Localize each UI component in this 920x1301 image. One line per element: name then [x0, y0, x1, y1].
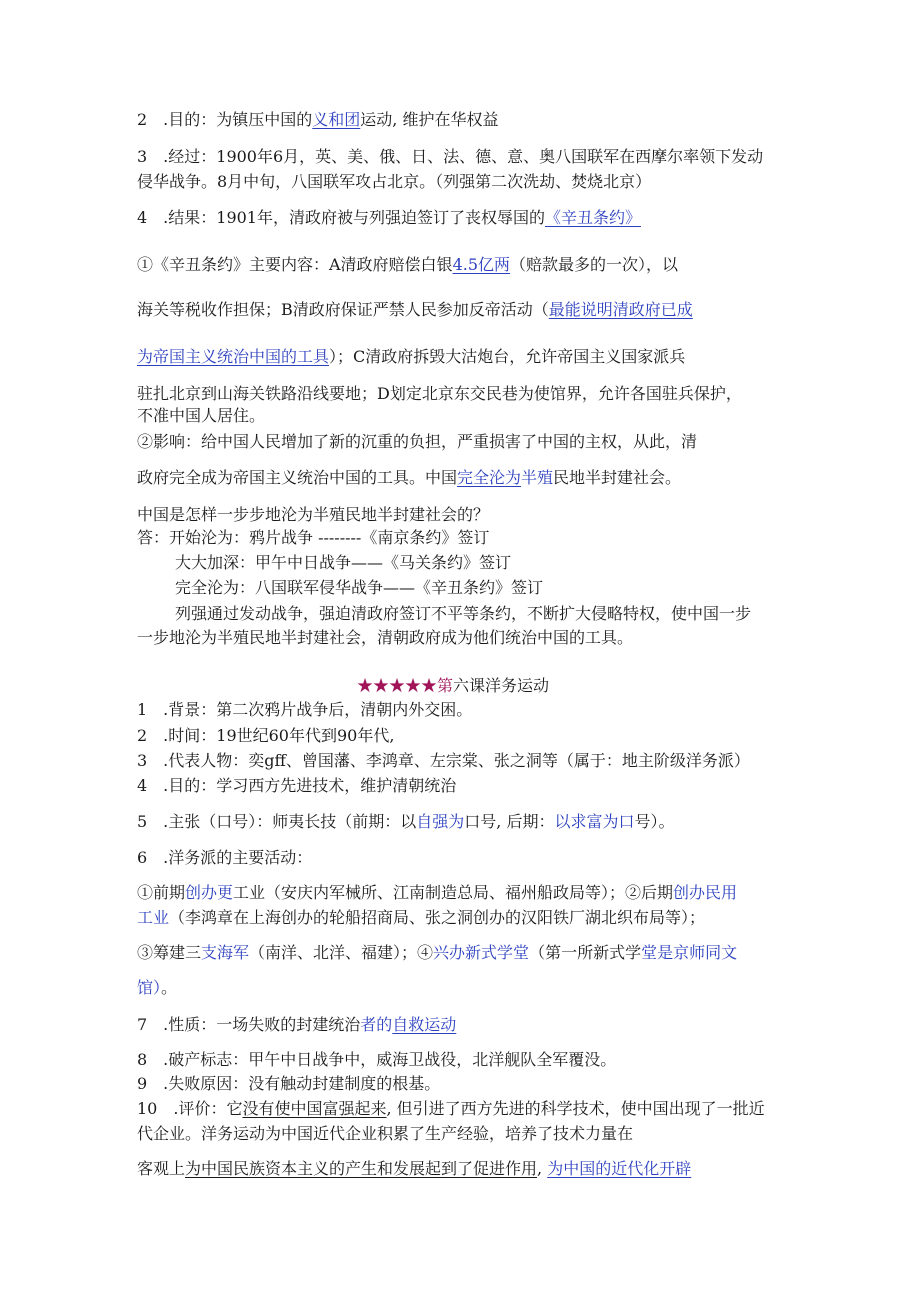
keyword-modernization: 为中国的近代化开辟 — [547, 1159, 692, 1178]
yw-item-10: 10 .评价：它没有使中国富强起来, 但引进了西方先进的科学技术，使中国出现了一批近 — [137, 1099, 765, 1118]
treaty-content: ①《辛丑条约》主要内容：A清政府赔偿白银4.5亿两（赔款最多的一次），以 — [137, 255, 679, 274]
answer-line-4: 列强通过发动战争，强迫清政府签订不平等条约，不断扩大侵略特权，使中国一步 — [175, 604, 752, 623]
keyword-boxer: 义和团 — [312, 110, 361, 129]
yw-item-2: 2 .时间：19世纪60年代到90年代, — [137, 726, 395, 745]
yw-item-10-cont: 代企业。洋务运动为中国近代企业积累了生产经验，培养了技术力量在 — [137, 1124, 634, 1143]
yw-activities-4: 馆）。 — [137, 978, 178, 997]
yw-item-10-cont2: 客观上为中国民族资本主义的产生和发展起到了促进作用, 为中国的近代化开辟 — [137, 1159, 692, 1178]
keyword-indemnity: 4.5亿两 — [452, 255, 511, 274]
treaty-impact: ②影响：给中国人民增加了新的沉重的负担，严重损害了中国的主权，从此，清 — [137, 432, 698, 451]
keyword-self-rescue: 自救运动 — [392, 1015, 457, 1034]
yw-item-9: 9 .失败原因：没有触动封建制度的根基。 — [137, 1074, 441, 1093]
keyword-tool-2: 为帝国主义统治中国的工具 — [137, 347, 330, 366]
section-heading: ★★★★★第六课洋务运动 — [357, 676, 550, 695]
yw-activities-1: ①前期创办更工业（安庆内军械所、江南制造总局、福州船政局等）；②后期创办民用 — [137, 883, 738, 902]
yw-item-7: 7 .性质：一场失败的封建统治者的自救运动 — [137, 1015, 457, 1034]
answer-line-2: 大大加深：甲午中日战争——《马关条约》签订 — [175, 553, 512, 572]
keyword-not-strong: 没有使中国富强起来 — [242, 1099, 387, 1118]
answer-line-3: 完全沦为：八国联军侵华战争——《辛丑条约》签订 — [175, 578, 544, 597]
item-3-process: 3 .经过：1900年6月，英、美、俄、日、法、德、意、奥八国联军在西摩尔率领下发动 — [137, 147, 764, 166]
yw-activities-3: ③筹建三支海军（南洋、北洋、福建）；④兴办新式学堂（第一所新式学堂是京师同文 — [137, 943, 738, 962]
keyword-fully: 完全沦为 — [457, 468, 522, 487]
yw-item-3: 3 .代表人物：奕gff、曾国藩、李鸿章、左宗棠、张之洞等（属于：地主阶级洋务派） — [137, 751, 750, 770]
yw-item-8: 8 .破产标志：甲午中日战争中，威海卫战役，北洋舰队全军覆没。 — [137, 1050, 617, 1069]
yw-item-1: 1 .背景：第二次鸦片战争后，清朝内外交困。 — [137, 700, 473, 719]
item-2-purpose: 2 .目的：为镇压中国的义和团运动, 维护在华权益 — [137, 110, 499, 129]
treaty-impact-cont: 政府完全成为帝国主义统治中国的工具。中国完全沦为半殖民地半封建社会。 — [137, 468, 682, 487]
answer-line-1: 答：开始沦为：鸦片战争 --------《南京条约》签订 — [137, 528, 490, 547]
item-3-process-cont: 侵华战争。8月中旬，八国联军攻占北京。（列强第二次洗劫、焚烧北京） — [137, 172, 652, 191]
yw-item-5: 5 .主张（口号）：师夷长技（前期：以自强为口号, 后期：以求富为口号）。 — [137, 812, 675, 831]
treaty-content-e: 不准中国人居住。 — [137, 406, 266, 425]
treaty-content-b: 海关等税收作担保；B清政府保证严禁人民参加反帝活动（最能说明清政府已成 — [137, 300, 693, 319]
keyword-promote: 为中国民族资本主义的产生和发展起到了促进作用 — [185, 1159, 538, 1178]
keyword-tool-1: 最能说明清政府已成 — [548, 300, 693, 319]
question: 中国是怎样一步步地沦为半殖民地半封建社会的？ — [137, 505, 490, 524]
yw-item-4: 4 .目的：学习西方先进技术，维护清朝统治 — [137, 776, 457, 795]
treaty-content-d: 驻扎北京到山海关铁路沿线要地；D划定北京东交民巷为使馆界，允许各国驻兵保护， — [137, 384, 742, 403]
yw-activities-2: 工业（李鸿章在上海创办的轮船招商局、张之洞创办的汉阳铁厂湖北织布局等）； — [137, 908, 706, 927]
answer-line-5: 一步地沦为半殖民地半封建社会，清朝政府成为他们统治中国的工具。 — [137, 628, 634, 647]
keyword-treaty: 《辛丑条约》 — [545, 208, 642, 227]
item-4-result: 4 .结果：1901年，清政府被与列强迫签订了丧权辱国的《辛丑条约》 — [137, 208, 642, 227]
star-rating: ★★★★★ — [357, 676, 438, 695]
treaty-content-c: 为帝国主义统治中国的工具）；C清政府拆毁大沽炮台，允许帝国主义国家派兵 — [137, 347, 686, 366]
yw-item-6: 6 .洋务派的主要活动： — [137, 848, 313, 867]
